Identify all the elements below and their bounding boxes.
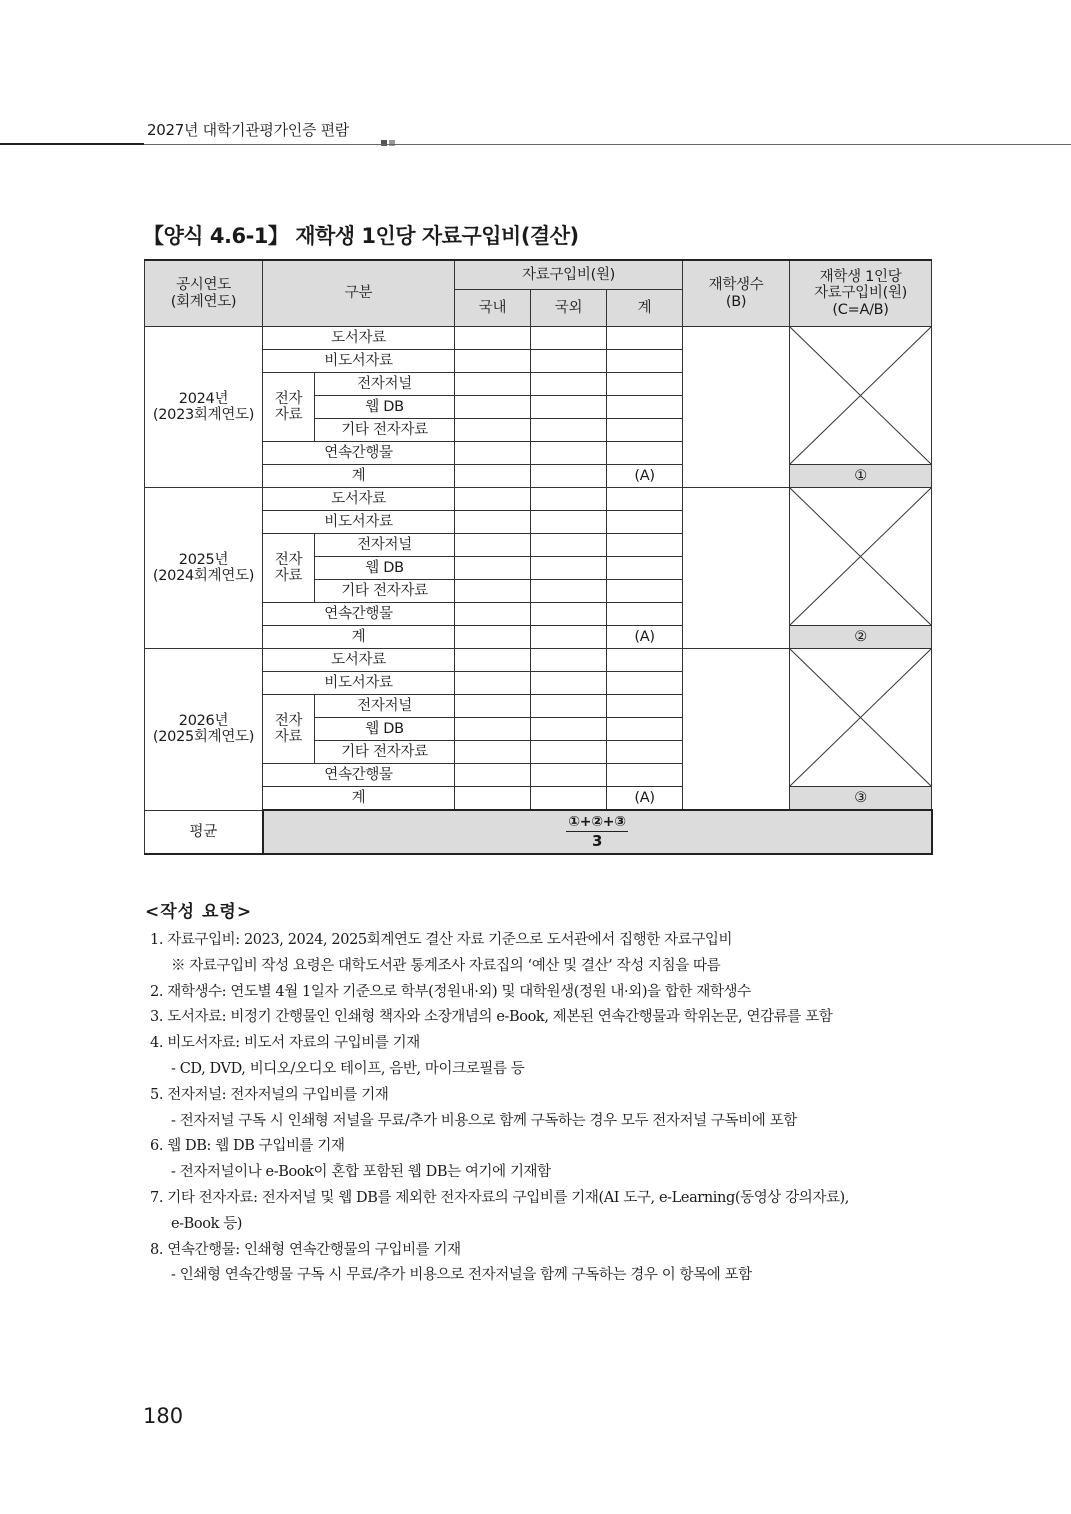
value-cell [455, 442, 531, 465]
guide-sub-item: ※ 자료구입비 작성 요령은 대학도서관 통계조사 자료집의 ‘예산 및 결산’ 작성 지침을 따름 [171, 957, 721, 974]
value-cell [607, 511, 683, 534]
cross-out-mark [790, 649, 931, 786]
guide-item: 7. 기타 전자자료: 전자저널 및 웹 DB를 제외한 전자자료의 구입비를 기재(AI 도구, e-Learning(동영상 강의자료), [150, 1189, 850, 1206]
table-body [145, 327, 932, 855]
value-cell [531, 672, 607, 695]
guide-item: 5. 전자저널: 전자저널의 구입비를 기재 [150, 1086, 389, 1103]
value-cell [531, 442, 607, 465]
average-label: 평균 [189, 823, 217, 840]
header-per-student [790, 260, 932, 327]
webdb-label: 웹 DB [365, 559, 404, 576]
value-cell [455, 764, 531, 787]
value-cell [531, 718, 607, 741]
header-category [263, 260, 455, 327]
students-cell [683, 327, 790, 488]
header-rule-thin [144, 144, 1071, 145]
value-cell [607, 442, 683, 465]
year-label: 2026년 (2025회계연도) [152, 713, 255, 746]
value-cell [531, 626, 607, 649]
value-cell [531, 557, 607, 580]
row-label-books [263, 488, 455, 511]
guide-title: <작성 요령> [145, 902, 253, 922]
guide-sub-item: - 인쇄형 연속간행물 구독 시 무료/추가 비용으로 전자저널을 함께 구독하는 경우 이 항목에 포함 [171, 1267, 752, 1284]
value-cell [455, 603, 531, 626]
guide-item: 6. 웹 DB: 웹 DB 구입비를 기재 [150, 1138, 345, 1155]
electronic-label: 전자 자료 [274, 551, 303, 584]
row-label-subtotal [263, 465, 455, 488]
row-label-serials [263, 764, 455, 787]
row-label-other-electronic [315, 419, 455, 442]
crossed-cell [790, 327, 932, 465]
value-cell [531, 787, 607, 811]
header-students-text: 재학생수 (B) [708, 277, 764, 310]
value-cell [531, 419, 607, 442]
guide-item-continuation: e-Book 등) [171, 1215, 243, 1232]
serials-label: 연속간행물 [324, 444, 393, 461]
guide-sub-item: - 전자저널 구독 시 인쇄형 저널을 무료/추가 비용으로 함께 구독하는 경우 모두 전자저널 구독비에 포함 [171, 1112, 797, 1129]
value-cell [607, 350, 683, 373]
header-students [683, 260, 790, 327]
guide-sub-item: - CD, DVD, 비디오/오디오 테이프, 음반, 마이크로필름 등 [171, 1060, 525, 1077]
row-label-ejournal [315, 695, 455, 718]
per-student-cell [790, 787, 932, 811]
value-cell [531, 327, 607, 350]
value-cell [455, 373, 531, 396]
value-cell [455, 741, 531, 764]
value-cell [455, 534, 531, 557]
total-mark: (A) [634, 789, 655, 806]
students-cell [683, 488, 790, 649]
row-label-other-electronic [315, 741, 455, 764]
guide-item: 2. 재학생수: 연도별 4월 1일자 기준으로 학부(정원내·외) 및 대학원생(정원 내·외)을 합한 재학생수 [150, 983, 751, 1000]
electronic-label: 전자 자료 [274, 712, 303, 745]
average-denominator: 3 [591, 831, 603, 850]
row-label-ejournal [315, 534, 455, 557]
header-total-text: 계 [637, 299, 652, 316]
books-label: 도서자료 [331, 490, 386, 507]
crossed-cell [790, 649, 932, 787]
header-per-student-text: 재학생 1인당 자료구입비(원) (C=A/B) [814, 269, 908, 318]
form-title: 【양식 4.6-1】 재학생 1인당 자료구입비(결산) [143, 224, 579, 248]
header-cost-group [455, 260, 683, 290]
header-foreign [531, 290, 607, 327]
value-cell [607, 396, 683, 419]
row-label-ejournal [315, 373, 455, 396]
value-cell [607, 327, 683, 350]
header-domestic [455, 290, 531, 327]
value-cell [607, 649, 683, 672]
value-cell [607, 603, 683, 626]
nonbooks-label: 비도서자료 [324, 513, 393, 530]
value-cell [455, 327, 531, 350]
value-cell [607, 672, 683, 695]
value-cell [455, 695, 531, 718]
row-label-nonbooks [263, 350, 455, 373]
value-cell [531, 603, 607, 626]
row-label-books [263, 649, 455, 672]
guide-item: 8. 연속간행물: 인쇄형 연속간행물의 구입비를 기재 [150, 1241, 461, 1258]
value-cell [531, 695, 607, 718]
average-value-cell [263, 810, 932, 854]
value-cell [455, 465, 531, 488]
value-cell [455, 488, 531, 511]
value-cell [607, 741, 683, 764]
header-cost-group-text: 자료구입비(원) [522, 266, 616, 283]
subtotal-label: 계 [351, 467, 366, 484]
crossed-cell [790, 488, 932, 626]
row-label-electronic [263, 695, 315, 764]
value-cell [607, 557, 683, 580]
value-cell [607, 580, 683, 603]
year-cell [145, 327, 263, 488]
subtotal-label: 계 [351, 789, 366, 806]
value-cell [531, 350, 607, 373]
cross-out-mark [790, 488, 931, 625]
value-cell [607, 419, 683, 442]
row-label-serials [263, 603, 455, 626]
header-rule [0, 143, 144, 145]
value-cell [455, 672, 531, 695]
ejournal-label: 전자저널 [357, 375, 412, 392]
value-cell [455, 557, 531, 580]
header-year-text: 공시연도 (회계연도) [170, 277, 237, 310]
value-cell [607, 764, 683, 787]
guide-item: 4. 비도서자료: 비도서 자료의 구입비를 기재 [150, 1035, 420, 1052]
guide-item: 1. 자료구입비: 2023, 2024, 2025회계연도 결산 자료 기준으로 도서관에서 집행한 자료구입비 [150, 932, 733, 948]
webdb-label: 웹 DB [365, 398, 404, 415]
value-cell [531, 649, 607, 672]
value-cell [607, 718, 683, 741]
value-cell [455, 649, 531, 672]
row-label-serials [263, 442, 455, 465]
value-cell [607, 373, 683, 396]
subtotal-total-cell [607, 787, 683, 811]
value-cell [455, 626, 531, 649]
total-mark: (A) [634, 467, 655, 484]
value-cell [607, 534, 683, 557]
value-cell [455, 787, 531, 811]
row-label-electronic [263, 373, 315, 442]
books-label: 도서자료 [331, 651, 386, 668]
page-number: 180 [143, 1404, 184, 1428]
row-label-webdb [315, 718, 455, 741]
subtotal-total-cell [607, 626, 683, 649]
running-header: 2027년 대학기관평가인증 편람 [147, 121, 350, 139]
row-label-electronic [263, 534, 315, 603]
row-label-subtotal [263, 626, 455, 649]
average-label-cell [145, 810, 263, 854]
guide-item: 3. 도서자료: 비정기 간행물인 인쇄형 책자와 소장개념의 e-Book, 제본된 연속간행물과 학위논문, 연감류를 포함 [150, 1009, 833, 1026]
other-electronic-label: 기타 전자자료 [341, 582, 428, 599]
row-label-other-electronic [315, 580, 455, 603]
ejournal-label: 전자저널 [357, 697, 412, 714]
per-student-marker: ② [854, 628, 867, 645]
other-electronic-label: 기타 전자자료 [341, 421, 428, 438]
year-cell [145, 649, 263, 811]
year-label: 2025년 (2024회계연도) [152, 551, 255, 584]
nonbooks-label: 비도서자료 [324, 674, 393, 691]
value-cell [607, 488, 683, 511]
ejournal-label: 전자저널 [357, 536, 412, 553]
value-cell [531, 373, 607, 396]
expense-table [144, 259, 933, 855]
value-cell [455, 580, 531, 603]
subtotal-label: 계 [351, 628, 366, 645]
value-cell [455, 419, 531, 442]
year-label: 2024년 (2023회계연도) [152, 390, 255, 423]
row-label-webdb [315, 557, 455, 580]
value-cell [531, 488, 607, 511]
guide-list [150, 928, 950, 1289]
serials-label: 연속간행물 [324, 766, 393, 783]
year-cell [145, 488, 263, 649]
header-total [607, 290, 683, 327]
per-student-cell [790, 465, 932, 488]
row-label-nonbooks [263, 672, 455, 695]
value-cell [531, 534, 607, 557]
value-cell [531, 764, 607, 787]
webdb-label: 웹 DB [365, 720, 404, 737]
value-cell [531, 580, 607, 603]
total-mark: (A) [634, 628, 655, 645]
value-cell [607, 695, 683, 718]
cross-out-mark [790, 327, 931, 464]
electronic-label: 전자 자료 [274, 390, 303, 423]
other-electronic-label: 기타 전자자료 [341, 743, 428, 760]
per-student-cell [790, 626, 932, 649]
row-label-nonbooks [263, 511, 455, 534]
header-category-text: 구분 [344, 285, 373, 302]
row-label-webdb [315, 396, 455, 419]
value-cell [531, 741, 607, 764]
header-year [145, 260, 263, 327]
students-cell [683, 649, 790, 811]
header-domestic-text: 국내 [478, 299, 507, 316]
value-cell [531, 465, 607, 488]
value-cell [531, 511, 607, 534]
header-foreign-text: 국외 [554, 299, 583, 316]
row-label-subtotal [263, 787, 455, 811]
books-label: 도서자료 [331, 329, 386, 346]
average-numerator: ①+②+③ [568, 814, 626, 831]
value-cell [531, 396, 607, 419]
header-squares-decoration [381, 131, 397, 150]
per-student-marker: ① [854, 467, 867, 484]
value-cell [455, 511, 531, 534]
value-cell [455, 718, 531, 741]
serials-label: 연속간행물 [324, 605, 393, 622]
row-label-books [263, 327, 455, 350]
value-cell [455, 350, 531, 373]
nonbooks-label: 비도서자료 [324, 352, 393, 369]
guide-sub-item: - 전자저널이나 e-Book이 혼합 포함된 웹 DB는 여기에 기재함 [171, 1164, 551, 1181]
value-cell [455, 396, 531, 419]
subtotal-total-cell [607, 465, 683, 488]
per-student-marker: ③ [854, 789, 867, 806]
